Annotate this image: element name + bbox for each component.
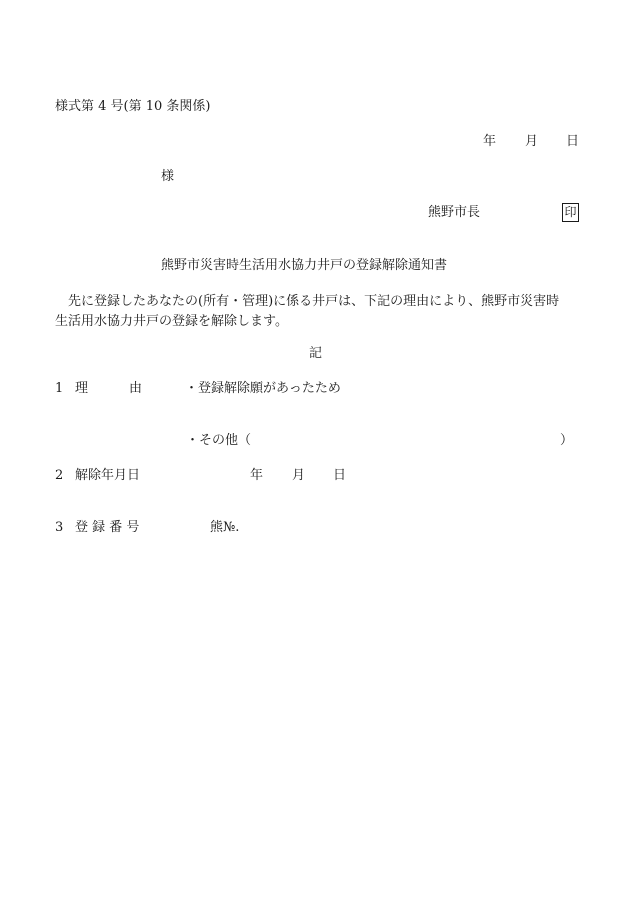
reason-option-2-close: ）	[560, 433, 574, 448]
body-line-2: 生活用水協力井戸の登録を解除します。	[55, 314, 288, 329]
form-number: 様式第 4 号(第 10 条関係)	[55, 99, 211, 114]
body-line-1: 先に登録したあなたの(所有・管理)に係る井戸は、下記の理由により、熊野市災害時	[68, 294, 560, 309]
cancel-date-day: 日	[333, 468, 347, 483]
item-2-number: 2	[55, 468, 64, 483]
date-month-label: 月	[525, 134, 539, 149]
item-1-label-b: 由	[129, 381, 143, 396]
body-paragraph	[55, 292, 580, 332]
item-2-label: 解除年月日	[75, 468, 141, 483]
date-year-label: 年	[483, 134, 497, 149]
reason-option-2: ・その他（	[186, 433, 252, 448]
item-3-label: 登 録 番 号	[75, 520, 140, 535]
cancel-date-year: 年	[250, 468, 264, 483]
addressee-suffix: 様	[161, 169, 175, 184]
reason-option-1: ・登録解除願があったため	[185, 381, 341, 396]
item-3-number: 3	[55, 520, 64, 535]
cancel-date-month: 月	[292, 468, 306, 483]
item-1-label-a: 理	[75, 381, 89, 396]
item-1-number: 1	[55, 381, 64, 396]
document-title: 熊野市災害時生活用水協力井戸の登録解除通知書	[161, 258, 448, 273]
date-day-label: 日	[566, 134, 580, 149]
sender-title: 熊野市長	[428, 205, 481, 220]
ki-label: 記	[309, 346, 323, 361]
seal-mark: 印	[562, 203, 579, 222]
registration-number-value: 熊№.	[210, 520, 240, 535]
